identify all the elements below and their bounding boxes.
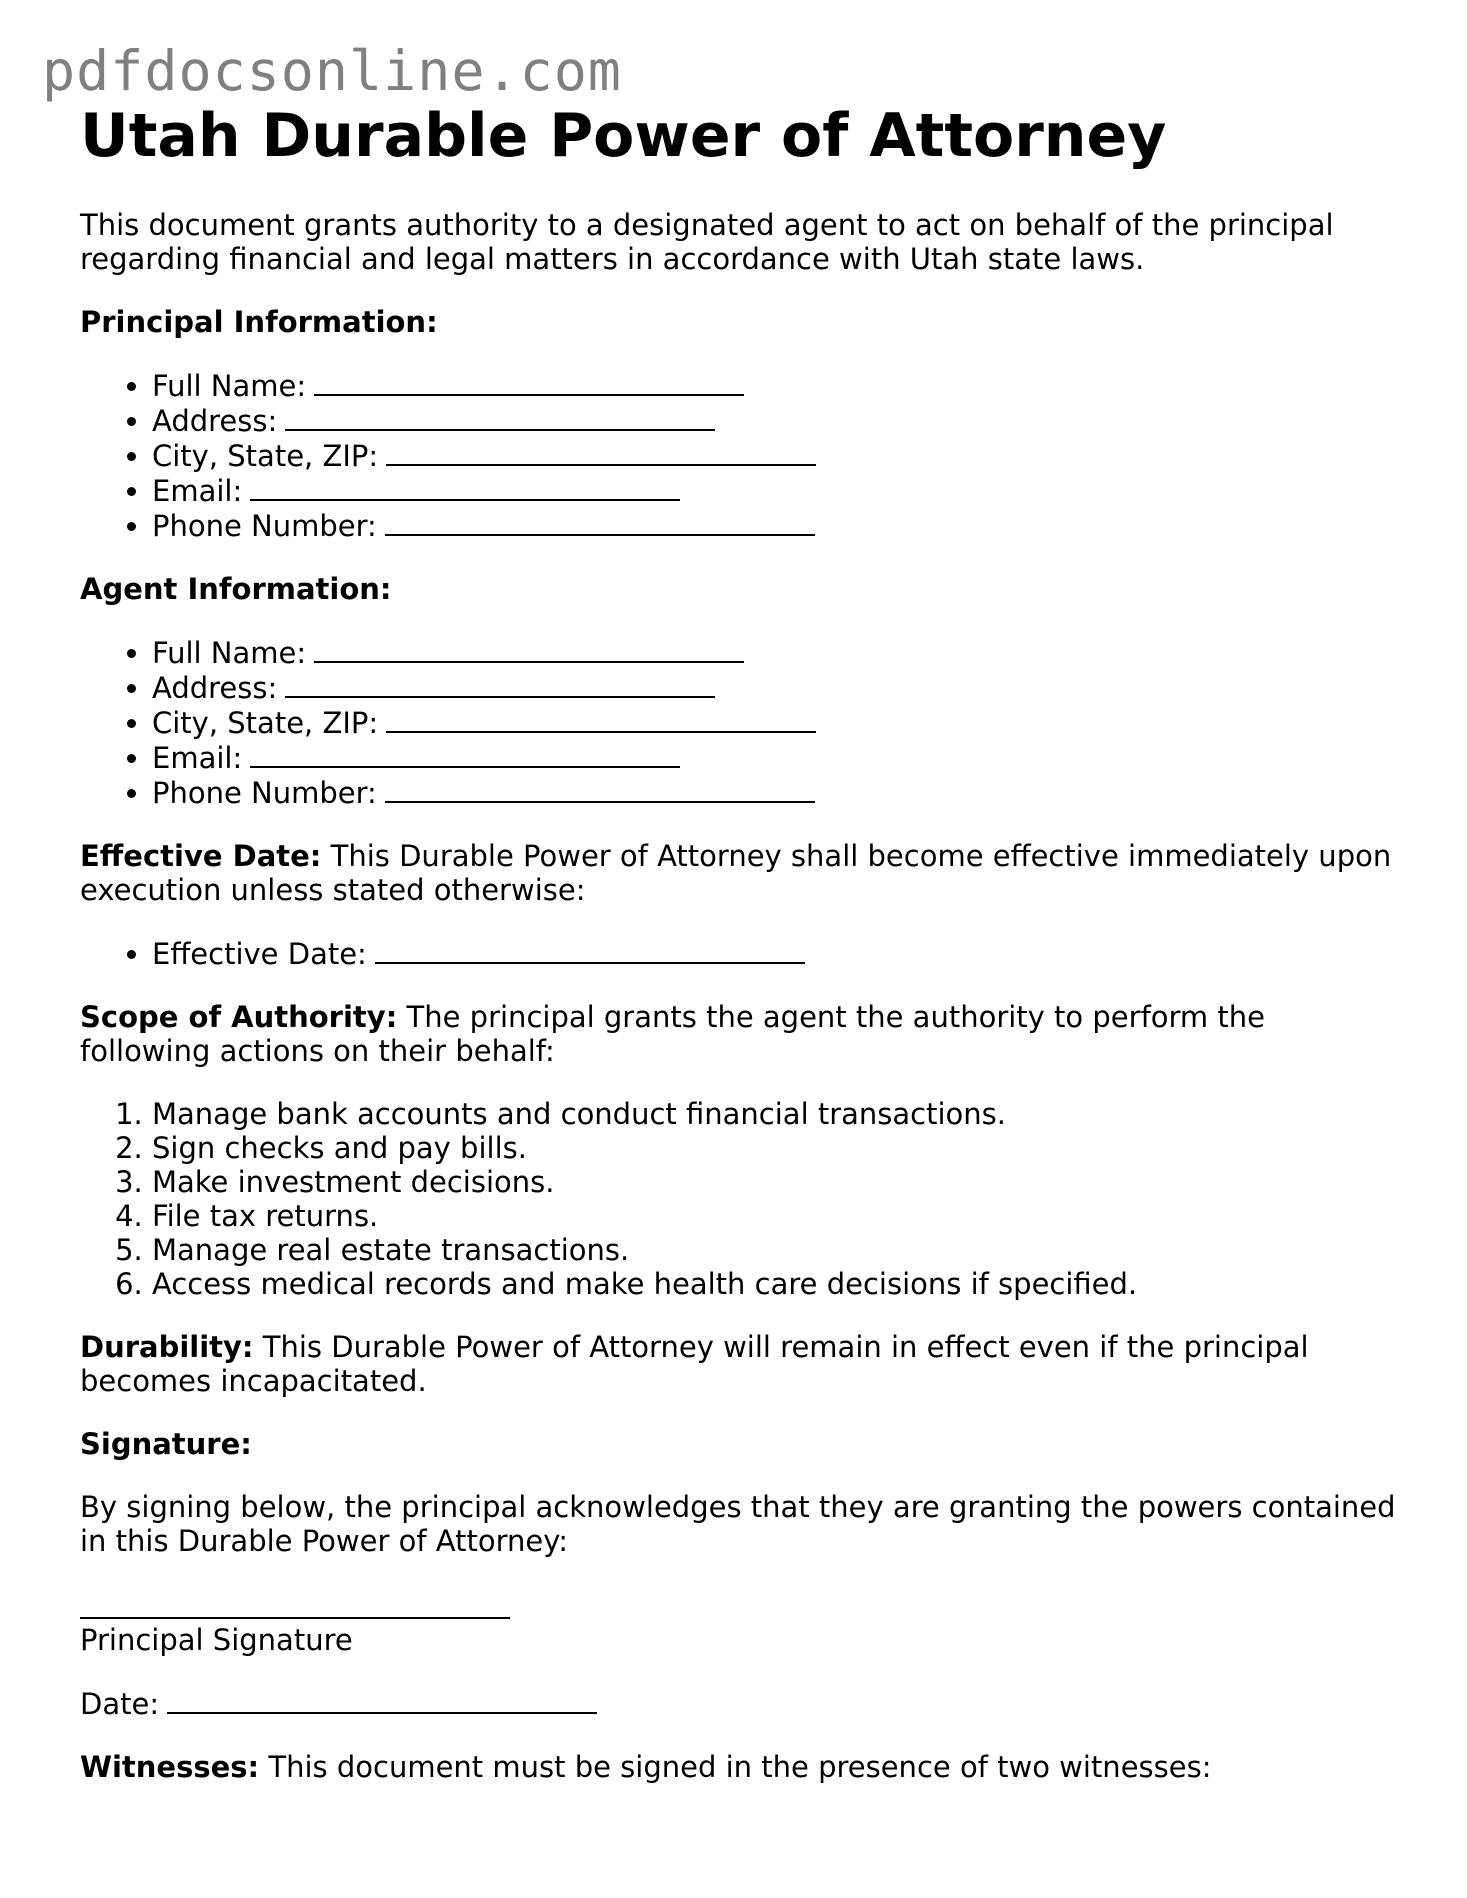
principal-phone-blank[interactable] [385, 508, 815, 536]
scope-item: 2. Sign checks and pay bills. [152, 1131, 1400, 1165]
agent-address-field: • Address: [152, 670, 1400, 705]
effective-date-field: • Effective Date: [152, 936, 1400, 971]
principal-full-name-blank[interactable] [314, 368, 744, 396]
effective-date-paragraph: Effective Date: This Durable Power of Attorney shall become effective immediately upon execution unless stated otherwise: [80, 839, 1392, 907]
principal-signature-label: Principal Signature [80, 1623, 353, 1657]
document-title: Utah Durable Power of Attorney [80, 101, 1167, 171]
agent-full-name-field: • Full Name: [152, 635, 1400, 670]
durability-paragraph: Durability: This Durable Power of Attorney will remain in effect even if the principal becomes incapacitated. [80, 1330, 1309, 1398]
agent-address-blank[interactable] [285, 670, 715, 698]
watermark: pdfdocsonline.com [42, 39, 622, 103]
agent-phone-field: • Phone Number: [152, 775, 1400, 810]
principal-heading: Principal Information: [80, 305, 438, 339]
scope-item: 6. Access medical records and make health care decisions if specified. [152, 1267, 1400, 1301]
scope-item: 4. File tax returns. [152, 1199, 1400, 1233]
scope-paragraph: Scope of Authority: The principal grants the agent the authority to perform the following actions on their behalf: [80, 1000, 1265, 1068]
principal-email-field: • Email: [152, 473, 1400, 508]
intro-paragraph: This document grants authority to a designated agent to act on behalf of the principal regarding financial and legal matters in accordance with Utah state laws. [80, 208, 1334, 276]
signature-date-blank[interactable] [167, 1686, 597, 1714]
principal-city-state-zip-field: • City, State, ZIP: [152, 438, 1400, 473]
agent-city-state-zip-field: • City, State, ZIP: [152, 705, 1400, 740]
agent-email-field: • Email: [152, 740, 1400, 775]
scope-item: 1. Manage bank accounts and conduct financial transactions. [152, 1097, 1400, 1131]
agent-city-state-zip-blank[interactable] [386, 705, 816, 733]
scope-list [80, 1097, 1400, 1301]
scope-item: 5. Manage real estate transactions. [152, 1233, 1400, 1267]
principal-email-blank[interactable] [250, 473, 680, 501]
agent-full-name-blank[interactable] [314, 635, 744, 663]
principal-full-name-field: • Full Name: [152, 368, 1400, 403]
agent-phone-blank[interactable] [385, 775, 815, 803]
principal-signature-line[interactable] [80, 1587, 510, 1619]
principal-address-blank[interactable] [285, 403, 715, 431]
principal-fields [80, 368, 1400, 543]
principal-signature-block [80, 1587, 1400, 1657]
agent-email-blank[interactable] [250, 740, 680, 768]
document-body [80, 208, 1400, 1813]
signature-date-field: Date: [80, 1686, 1400, 1721]
signature-heading: Signature: [80, 1427, 252, 1461]
scope-item: 3. Make investment decisions. [152, 1165, 1400, 1199]
effective-date-blank[interactable] [375, 936, 805, 964]
principal-city-state-zip-blank[interactable] [386, 438, 816, 466]
signature-paragraph: By signing below, the principal acknowledges that they are granting the powers contained in this Durable Power of Attorney: [80, 1490, 1396, 1558]
principal-phone-field: • Phone Number: [152, 508, 1400, 543]
principal-address-field: • Address: [152, 403, 1400, 438]
witnesses-paragraph: Witnesses: This document must be signed in the presence of two witnesses: [80, 1750, 1212, 1784]
effective-date-fields [80, 936, 1400, 971]
agent-heading: Agent Information: [80, 572, 392, 606]
agent-fields [80, 635, 1400, 810]
